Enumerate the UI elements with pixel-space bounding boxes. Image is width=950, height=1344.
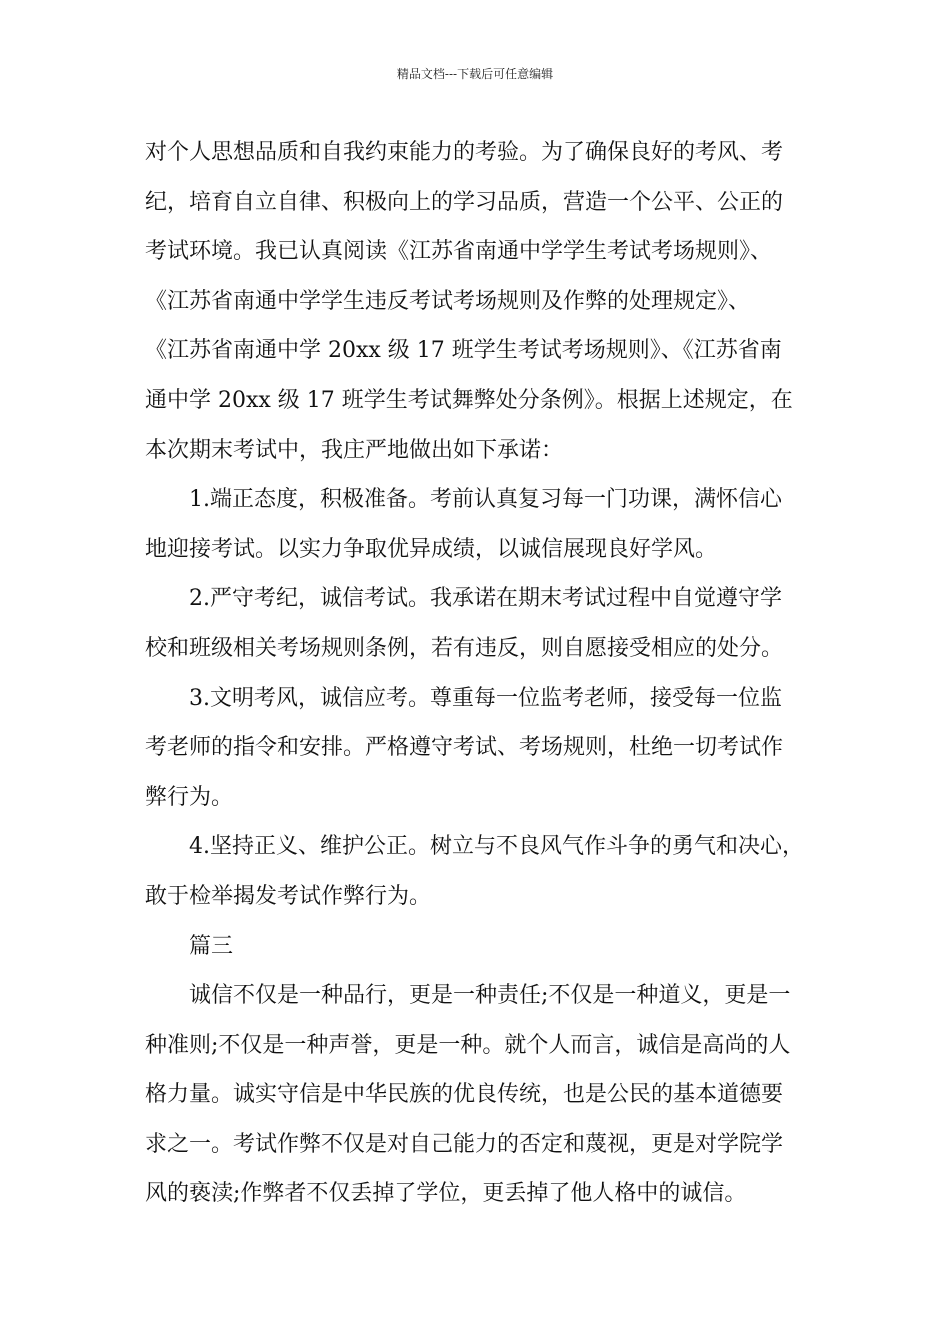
text-line: 地迎接考试。以实力争取优异成绩，以诚信展现良好学风。 — [145, 536, 718, 562]
text-line: 2.严守考纪，诚信考试。我承诺在期末考试过程中自觉遵守学 — [189, 586, 782, 612]
text-line: 1.端正态度，积极准备。考前认真复习每一门功课，满怀信心 — [189, 487, 782, 513]
text-line: 考试环境。我已认真阅读《江苏省南通中学学生考试考场规则》、 — [145, 239, 773, 265]
text-line: 对个人思想品质和自我约束能力的考验。为了确保良好的考风、考 — [145, 140, 784, 165]
document-body — [145, 128, 815, 1219]
text-line: 通中学 20xx 级 17 班学生考试舞弊处分条例》。根据上述规定，在 — [145, 387, 793, 413]
text-line: 敢于检举揭发考试作弊行为。 — [145, 883, 432, 909]
page-header: 精品文档---下载后可任意编辑 — [396, 67, 554, 81]
text-line: 《江苏省南通中学 20xx 级 17 班学生考试考场规则》、《江苏省南 — [145, 338, 782, 364]
text-line: 风的亵渎;作弊者不仅丢掉了学位，更丢掉了他人格中的诚信。 — [145, 1181, 747, 1207]
text-line: 本次期末考试中，我庄严地做出如下承诺： — [145, 437, 564, 463]
text-line: 3.文明考风，诚信应考。尊重每一位监考老师，接受每一位监 — [189, 685, 782, 711]
text-line: 篇三 — [189, 933, 234, 959]
text-line: 诚信不仅是一种品行，更是一种责任;不仅是一种道义，更是一 — [189, 983, 791, 1009]
text-line: 考老师的指令和安排。严格遵守考试、考场规则，杜绝一切考试作 — [145, 735, 784, 761]
text-line: 4.坚持正义、维护公正。树立与不良风气作斗争的勇气和决心， — [189, 834, 804, 860]
text-line: 纪，培育自立自律、积极向上的学习品质，营造一个公平、公正的 — [145, 189, 784, 215]
text-line: 求之一。考试作弊不仅是对自己能力的否定和蔑视，更是对学院学 — [145, 1131, 784, 1157]
text-line: 《江苏省南通中学学生违反考试考场规则及作弊的处理规定》、 — [145, 288, 751, 314]
text-line: 校和班级相关考场规则条例，若有违反，则自愿接受相应的处分。 — [145, 635, 784, 661]
text-line: 弊行为。 — [145, 784, 234, 810]
text-line: 格力量。诚实守信是中华民族的优良传统，也是公民的基本道德要 — [145, 1082, 784, 1108]
text-line: 种准则;不仅是一种声誉，更是一种。就个人而言，诚信是高尚的人 — [145, 1032, 791, 1058]
